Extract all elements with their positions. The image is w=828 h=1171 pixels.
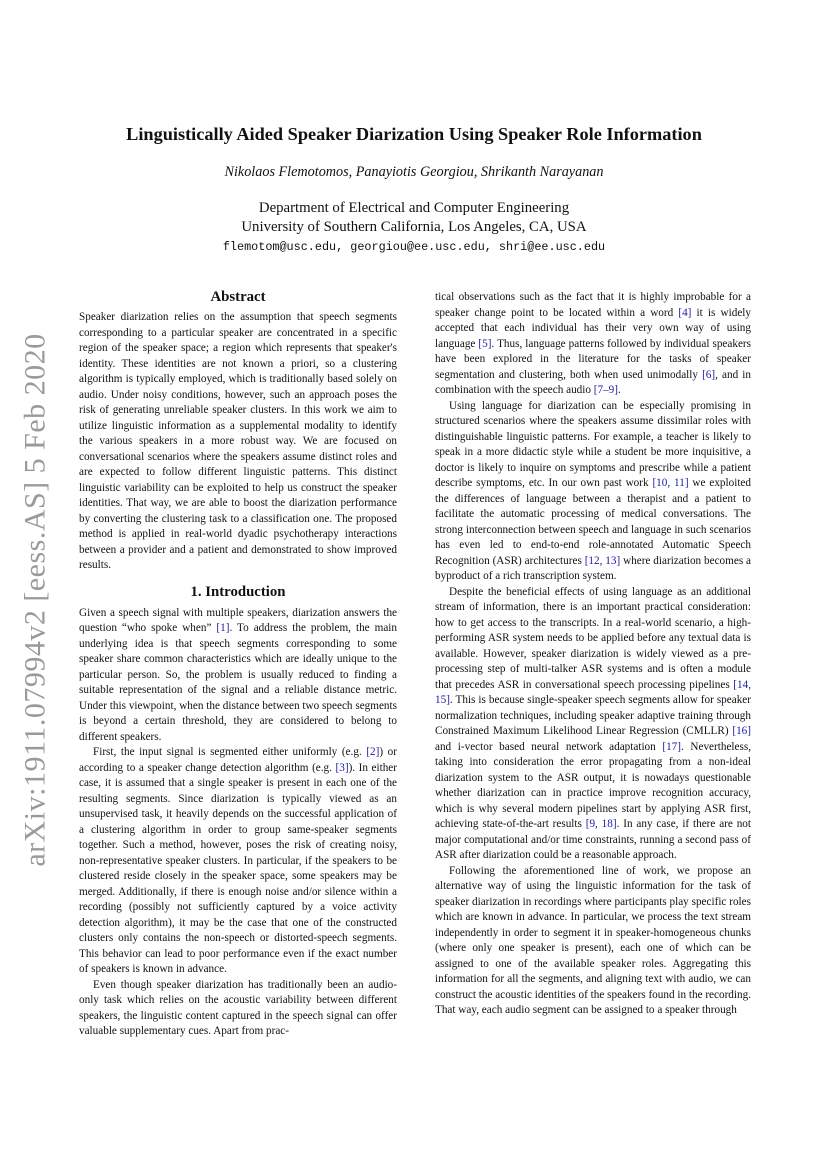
author-emails: flemotom@usc.edu, georgiou@ee.usc.edu, shri@ee.usc.edu — [222, 240, 606, 254]
intro-paragraph-3: Even though speaker diarization has traditionally been an audio-only task which relies on the acoustic variability between different speakers, the linguistic content captured in the speech signal can offer valuable supplementary cues. Apart from prac- — [79, 978, 397, 1037]
citation-link[interactable]: [2] — [366, 746, 380, 758]
citation-link[interactable]: [1] — [216, 622, 230, 634]
citation-link[interactable]: [6] — [702, 368, 716, 381]
right-paragraph-2: Using language for diarization can be especially promising in structured scenarios where the speakers assume dissimilar roles with distinguishable linguistic patterns. For example, a teacher is likely to speak in a more didactic style while a student be more inquisitive, a doctor is likely to inquire on symptoms and prescribe while a patient describe symptoms, etc. In our own past work [10, 11] we exploited the differences of language between a therapist and a patient to facilitate the automatic processing of medical conversations. The strong interconnection between speech and language in such scenarios has even led to end-to-end role-annotated Automatic Speech Recognition (ASR) architectures [12, 13] where diarization becomes a byproduct of a rich transcription system. — [435, 399, 752, 582]
intro-paragraph-2: First, the input signal is segmented either uniformly (e.g. [2]) or according to a speaker change detection algorithm (e.g. [3]). In either case, it is assumed that a single speaker is present in each one of the resulting segments. Since diarization is typically viewed as an unsupervised task, it heavily depends on the successful application of a clustering algorithm in order to group same-speaker segments together. Such a method, however, poses the risk of creating noisy, non-representative speaker clusters. In particular, if the speakers to be clustered reside closely in the speaker space, some speakers may be merged. Additionally, if there is enough noise and/or silence within a recording (possibly not sufficiently captured by a voice activity detection algorithm), it may be the case that one of the constructed clusters only contains the non-speech or distorted-speech segments. This behavior can lead to poor performance even if the exact number of speakers is known in advance. — [79, 746, 397, 975]
arxiv-identifier-text: arXiv:1911.07994v2 [eess.AS] 5 Feb 2020 — [19, 333, 52, 867]
right-paragraph-1: tical observations such as the fact that it is highly improbable for a speaker change point to be located within a word [4] it is widely accepted that each individual has their very own way of using language [5]. Thus, language patterns followed by individual speakers have been explored in the literature for the tasks of speaker segmentation and clustering, both when used unimodally [6], and in combination with the speech audio [7–9]. — [435, 291, 751, 396]
paper-title: Linguistically Aided Speaker Diarization Using Speaker Role Information — [126, 124, 702, 144]
introduction-heading: 1. Introduction — [190, 583, 286, 600]
citation-link[interactable]: [14, 15] — [435, 678, 751, 706]
abstract-body: Speaker diarization relies on the assumption that speech segments corresponding to a particular speaker are concentrated in a specific region of the speaker space; a region which represents that speaker's identity. These identities are not known a priori, so a clustering algorithm is typically employed, which is traditionally based solely on audio. Under noisy conditions, however, such an approach poses the risk of generating unreliable speaker clusters. In this work we aim to utilize linguistic information as a supplemental modality to identify the various speakers in a more robust way. We are focused on conversational scenarios where the speakers assume distinct roles and are expected to follow different linguistic patterns. This distinct linguistic variability can be exploited to help us construct the speaker identities. That way, we are able to boost the diarization performance by converting the clustering task to a classification one. The proposed method is applied in real-world dyadic psychotherapy interactions between a provider and a patient and demonstrated to show improved results. — [79, 311, 397, 571]
left-column — [79, 288, 397, 1040]
right-paragraph-3: Despite the beneficial effects of using language as an additional stream of information, there is an important practical consideration: how to get access to the transcripts. In a real-world scenario, a high-performing ASR system needs to be applied before any textual data is available. However, speaker diarization is widely viewed as a pre-processing step of multi-talker ASR systems and is often a module that precedes ASR in conversational speech processing pipelines [14, 15]. This is because single-speaker speech segments allow for speaker normalization techniques, including speaker adaptive training through Constrained Maximum Likelihood Linear Regression (CMLLR) [16] and i-vector based neural network adaptation [17]. Nevertheless, taking into consideration the error propagating from a non-ideal diarization system to the ASR output, it is nowadays questionable whether diarization can in practice improve recognition accuracy, which is why several modern pipelines start by applying ASR first, achieving state-of-the-art results [9, 18]. In any case, if there are not major computational and/or time constraints, running a second pass of ASR after diarization could be a reasonable approach. — [435, 585, 752, 861]
citation-link[interactable]: [5] — [478, 337, 492, 350]
citation-link[interactable]: [17] — [662, 740, 681, 753]
citation-link[interactable]: [4] — [678, 306, 692, 319]
right-column — [435, 290, 751, 1019]
citation-link[interactable]: [9, 18] — [585, 818, 617, 830]
citation-link[interactable]: [7–9] — [593, 384, 618, 396]
abstract-heading: Abstract — [210, 289, 266, 305]
arxiv-identifier — [14, 320, 58, 880]
right-paragraph-4: Following the aforementioned line of work, we propose an alternative way of using the linguistic information for the task of speaker diarization in recordings where participants play specific roles which are known in advance. In particular, we process the text stream independently in order to segment it in speaker-homogeneous chunks (where only one speaker is present), each one of which can be assigned to one of the available speaker roles. Aggregating this information for all the segments, and aligning text with audio, we can construct the acoustic identities of the speakers found in the recording. That way, each audio segment can be assigned to a speaker through — [435, 864, 751, 1016]
citation-link[interactable]: [16] — [732, 725, 751, 737]
affiliation-department: Department of Electrical and Computer Engineering — [258, 200, 570, 216]
paper-authors: Nikolaos Flemotomos, Panayiotis Georgiou, Shrikanth Narayanan — [224, 164, 604, 180]
citation-link[interactable]: [12, 13] — [584, 554, 621, 567]
citation-link[interactable]: [10, 11] — [652, 477, 689, 489]
affiliation-university: University of Southern California, Los Angeles, CA, USA — [241, 219, 587, 235]
intro-paragraph-1: Given a speech signal with multiple speakers, diarization answers the question “who spoke when” [1]. To address the problem, the main underlying idea is that speech segments corresponding to some speaker share common characteristics which are ideally unique to the particular person. So, the problem is usually reduced to finding a suitable representation of the signal and a reliable distance metric. Under this viewpoint, when the distance between two speech segments is beyond a certain threshold, they are considered to belong to different speakers. — [79, 606, 397, 743]
citation-link[interactable]: [3] — [335, 761, 349, 774]
